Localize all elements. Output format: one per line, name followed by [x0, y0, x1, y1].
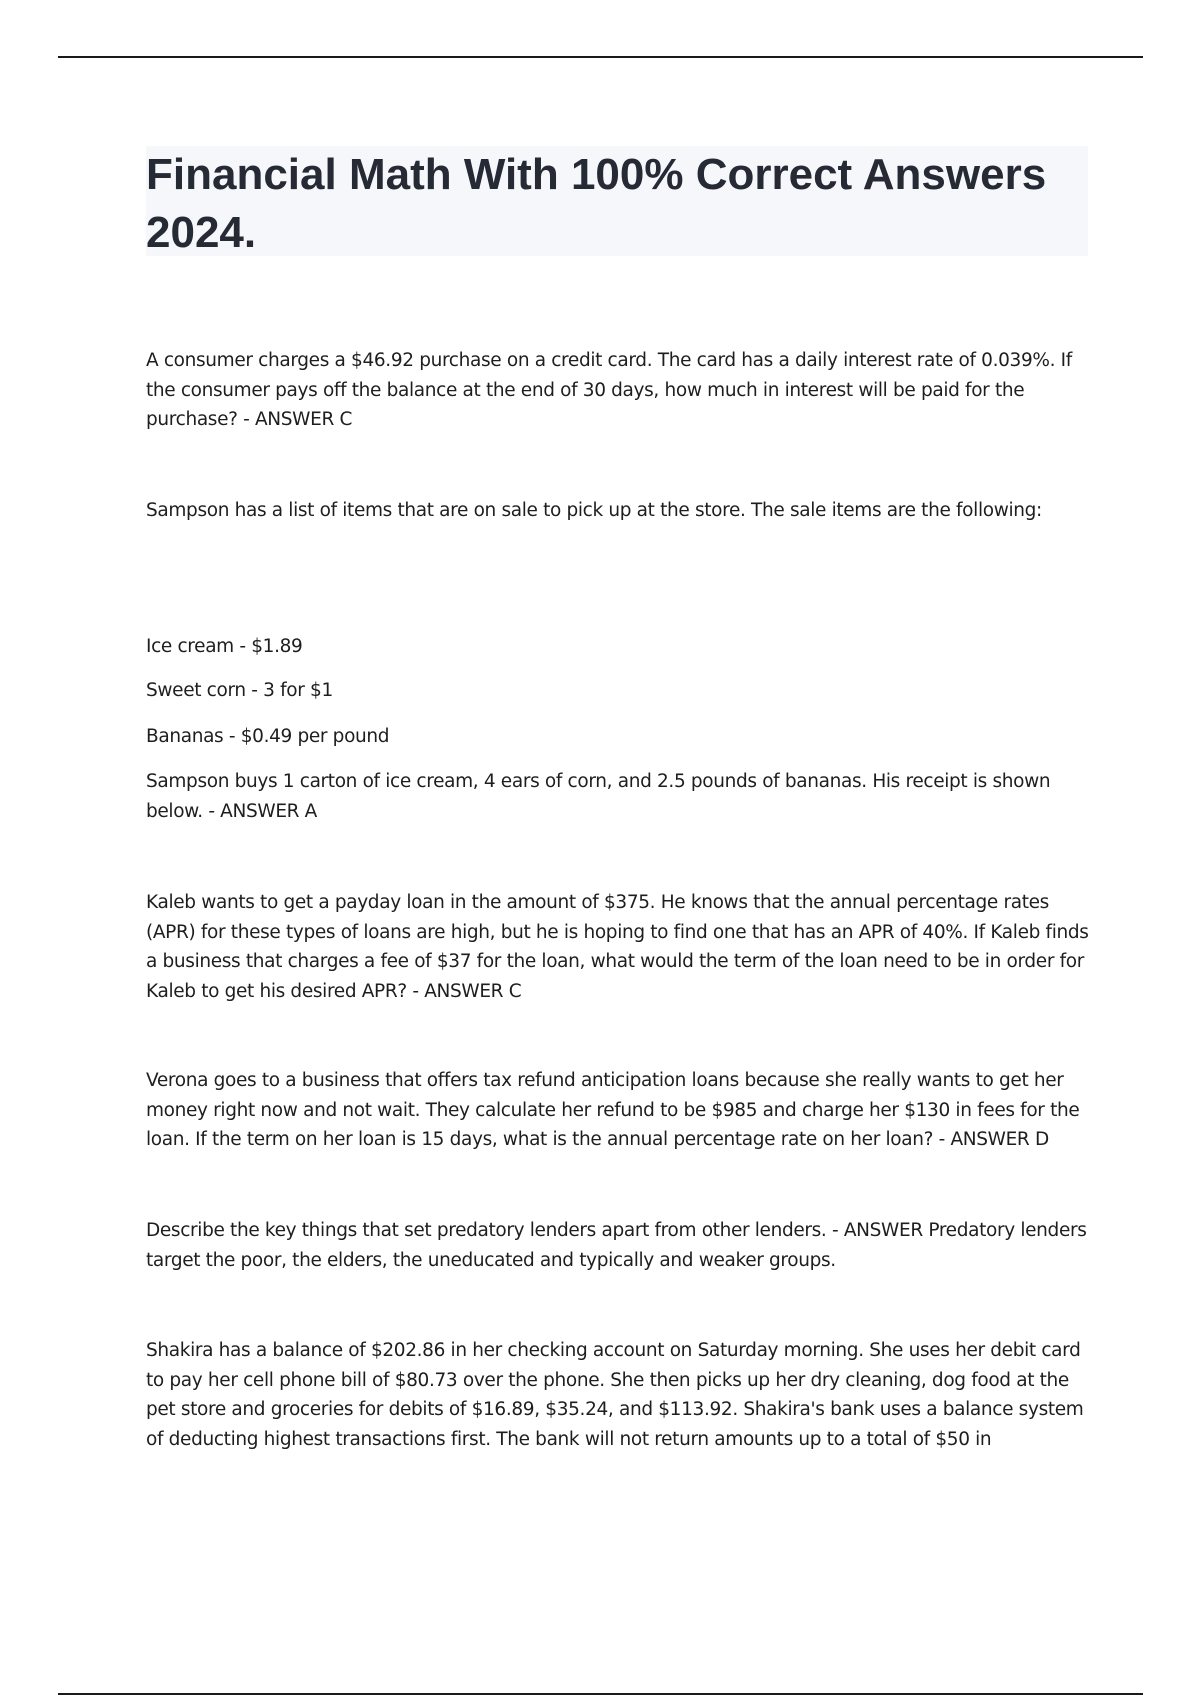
question-sampson-receipt: Sampson buys 1 carton of ice cream, 4 ears of corn, and 2.5 pounds of bananas. His receipt is shown below. - ANSWER A — [146, 771, 1051, 822]
sale-item-sweet-corn: Sweet corn - 3 for $1 — [146, 680, 333, 701]
question-shakira-checking: Shakira has a balance of $202.86 in her checking account on Saturday morning. She uses her debit card to pay her cell phone bill of $80.73 over the phone. She then picks up her dry cleaning, dog food at the pet store and groceries for debits of $16.89, $35.24, and $113.92. Shakira's bank uses a balance system of deducting highest transactions first. The bank will not return amounts up to a total of $50 in — [146, 1340, 1084, 1450]
sale-item-ice-cream: Ice cream - $1.89 — [146, 636, 303, 657]
title-banner — [146, 146, 1088, 256]
bottom-rule — [58, 1693, 1143, 1695]
document-title: Financial Math With 100% Correct Answers 2024. — [146, 150, 1047, 257]
question-predatory-lenders: Describe the key things that set predatory lenders apart from other lenders. - ANSWER Predatory lenders target the poor, the elders, the uneducated and typically and weaker groups. — [146, 1220, 1087, 1271]
top-rule — [58, 56, 1143, 58]
question-kaleb-payday-loan: Kaleb wants to get a payday loan in the amount of $375. He knows that the annual percentage rates (APR) for these types of loans are high, but he is hoping to find one that has an APR of 40%. If Kaleb finds a business that charges a fee of $37 for the loan, what would the term of the loan need to be in order for Kaleb to get his desired APR? - ANSWER C — [146, 892, 1089, 1002]
sale-item-bananas: Bananas - $0.49 per pound — [146, 726, 390, 747]
question-verona-refund-loan: Verona goes to a business that offers tax refund anticipation loans because she really wants to get her money right now and not wait. They calculate her refund to be $985 and charge her $130 in fees for the loan. If the term on her loan is 15 days, what is the annual percentage rate on her loan? - ANSWER D — [146, 1070, 1080, 1150]
question-sampson-sale-intro: Sampson has a list of items that are on sale to pick up at the store. The sale items are the following: — [146, 500, 1042, 521]
question-credit-card-interest: A consumer charges a $46.92 purchase on a credit card. The card has a daily interest rate of 0.039%. If the consumer pays off the balance at the end of 30 days, how much in interest will be paid for the purchase? - ANSWER C — [146, 350, 1072, 430]
